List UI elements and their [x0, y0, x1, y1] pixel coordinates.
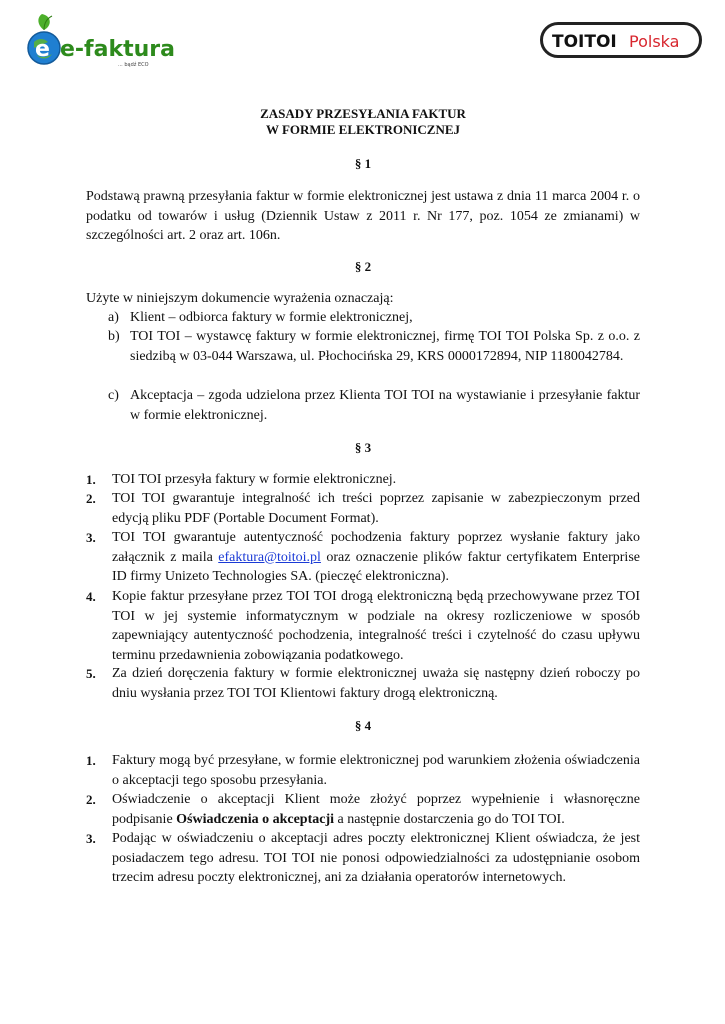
list-item-text: Podając w oświadczeniu o akceptacji adres poczty elektronicznej Klient oświadcza, że jest posiadaczem tego adresu. TOI TOI nie ponosi odpowiedzialności za udostępnianie osobom trzecim adresu poczty elektronicznej, ani za działania operatorów internetowych. [112, 831, 640, 885]
list-marker: 2. [86, 792, 96, 807]
document-title-line2: W FORMIE ELEKTRONICZNEJ [265, 122, 461, 137]
list-item-text: Faktury mogą być przesyłane, w formie elektronicznej pod warunkiem złożenia oświadczenia o akceptacji tego sposobu przesyłania. [112, 753, 640, 788]
toitoi-polska-logo [540, 22, 702, 58]
list-marker: 3. [86, 831, 96, 846]
definition-text: Klient – odbiorca faktury w formie elektronicznej, [130, 310, 413, 325]
list-marker: 1. [86, 472, 96, 487]
section-3-heading: § 3 [354, 440, 372, 455]
logo-right-suffix: Polska [629, 32, 680, 51]
section-1-text: Podstawą prawną przesyłania faktur w formie elektronicznej jest ustawa z dnia 11 marca 2004 r. o podatku od towarów i usług (Dziennik Ustaw z 2011 r. Nr 177, poz. 1054 ze zmianami) w szczególności art. 2 oraz art. 106n. [86, 189, 640, 243]
acceptance-form-name: Oświadczenia o akceptacji [176, 811, 335, 827]
svg-text:... bądź ECO: ... bądź ECO [118, 62, 149, 68]
list-marker: 5. [86, 666, 96, 681]
list-item-text: Kopie faktur przesyłane przez TOI TOI drogą elektroniczną będą przechowywane przez TOI TOI w jej systemie informatycznym w podziale na okresy rozliczeniowe w sposób zapewniający autentyczność pochodzenia, integralność treści i czytelność do czasu upływu terminu przedawnienia zobowiązania podatkowego. [112, 589, 640, 663]
list-marker: 1. [86, 753, 96, 768]
efaktura-logo [22, 12, 175, 70]
svg-text:e: e [35, 37, 50, 62]
email-link[interactable]: efaktura@toitoi.pl [218, 549, 321, 565]
list-marker: a) [108, 310, 119, 325]
list-marker: b) [108, 329, 120, 344]
list-item-text: TOI TOI gwarantuje autentyczność pochodzenia faktury poprzez wysłanie faktury jako załącznik z maila efaktura@toitoi.pl oraz oznaczenie plików faktur certyfikatem Enterprise ID firmy Unizeto Technologies SA. (pieczęć elektroniczna). [112, 530, 640, 584]
list-marker: 3. [86, 530, 96, 545]
definition-text: Akceptacja – zgoda udzielona przez Klienta TOI TOI na wystawianie i przesyłanie faktur w formie elektronicznej. [130, 388, 640, 423]
section-4-heading: § 4 [354, 718, 372, 733]
list-marker: c) [108, 388, 119, 403]
list-item-text: Oświadczenie o akceptacji Klient może złożyć poprzez wypełnienie i własnoręczne podpisanie Oświadczenia o akceptacji a następnie dostarczenia go do TOI TOI. [112, 792, 640, 827]
definition-text: TOI TOI – wystawcę faktury w formie elektronicznej, firmę TOI TOI Polska Sp. z o.o. z siedzibą w 03-044 Warszawa, ul. Płochocińska 29, KRS 0000172894, NIP 1180042784. [130, 329, 640, 364]
section-2-intro: Użyte w niniejszym dokumencie wyrażenia oznaczają: [86, 291, 394, 306]
section-1-heading: § 1 [354, 156, 372, 171]
section-2-heading: § 2 [354, 259, 372, 274]
logo-left-wordmark: e-faktura [60, 37, 175, 62]
list-item-text: TOI TOI gwarantuje integralność ich treści poprzez zapisanie w zabezpieczonym przed edycją pliku PDF (Portable Document Format). [112, 491, 640, 526]
logo-right-wordmark: TOITOI [552, 32, 617, 52]
list-marker: 4. [86, 589, 96, 604]
list-item-text: TOI TOI przesyła faktury w formie elektronicznej. [112, 472, 397, 487]
document-title-line1: ZASADY PRZESYŁANIA FAKTUR [260, 106, 466, 121]
list-marker: 2. [86, 491, 96, 506]
list-item-text: Za dzień doręczenia faktury w formie elektronicznej uważa się następny dzień roboczy po dniu wysłania przez TOI TOI Klientowi faktury drogą elektroniczną. [112, 666, 640, 701]
